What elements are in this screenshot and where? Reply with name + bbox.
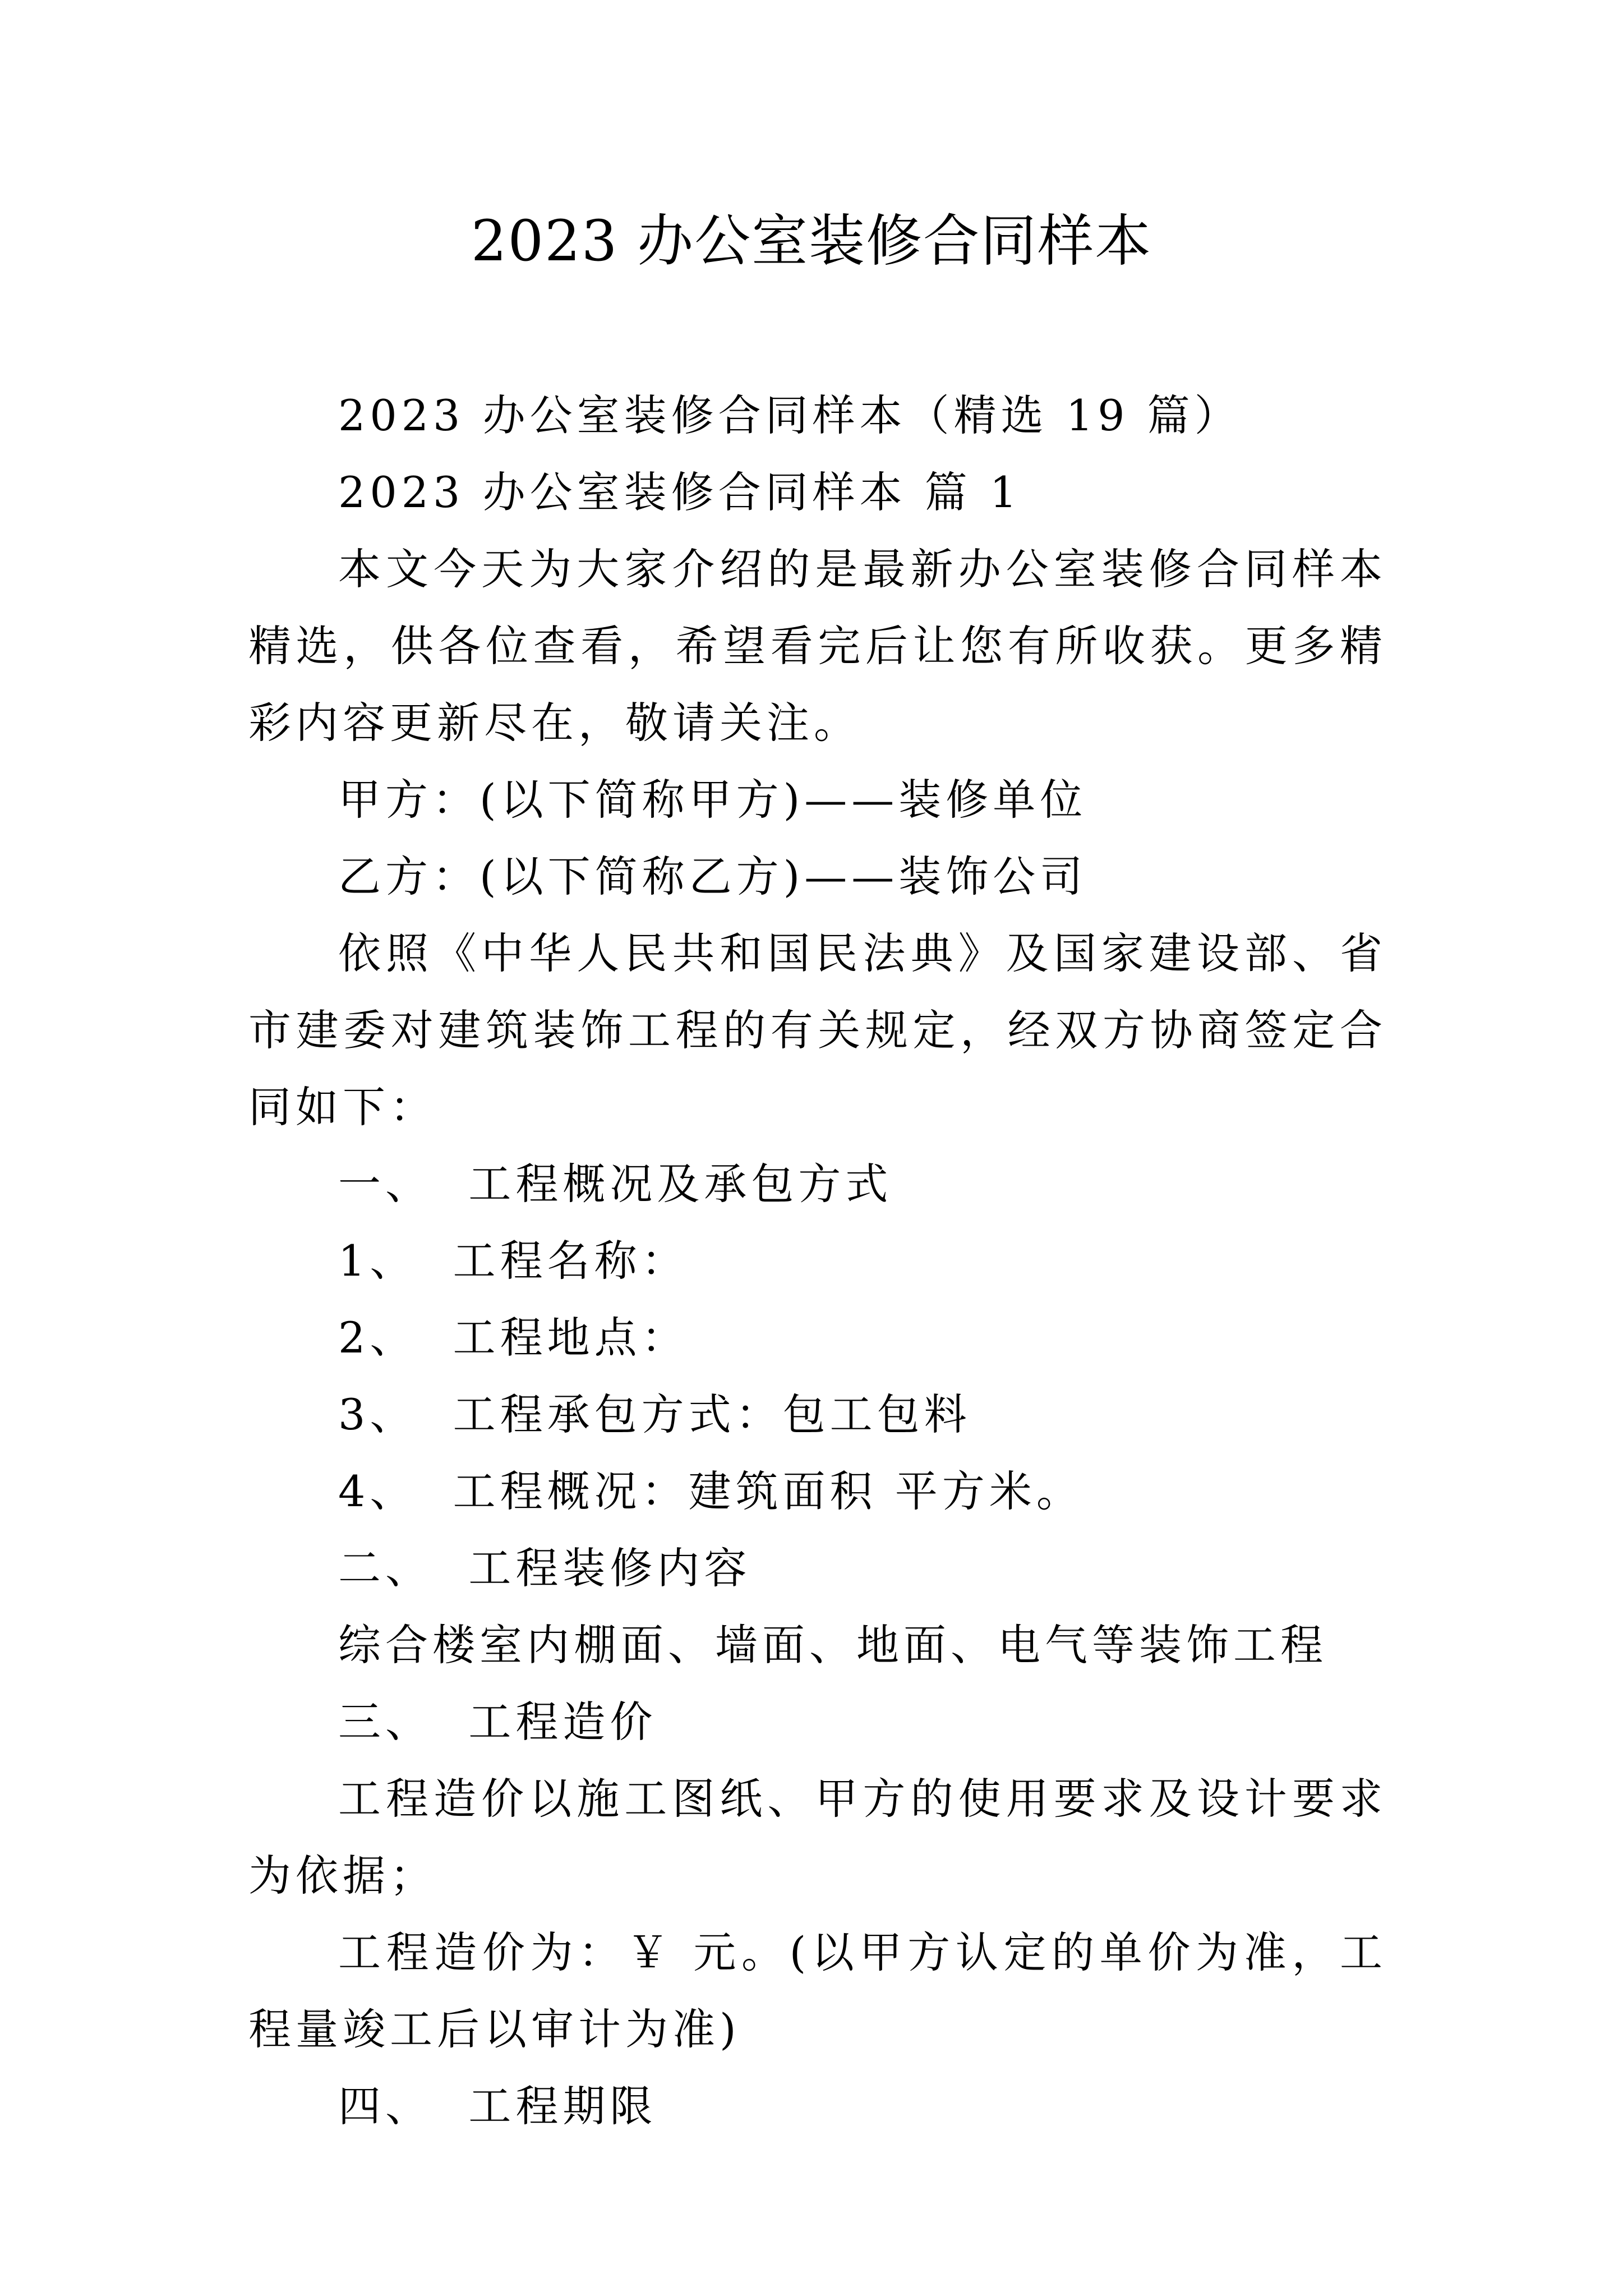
basis-paragraph: 依照《中华人民共和国民法典》及国家建设部、省市建委对建筑装饰工程的有关规定，经双方协商签定合同如下： [248,928,1387,1132]
subtitle-paragraph: 2023 办公室装修合同样本（精选 19 篇） [338,390,1242,440]
party-a-line: 甲方：(以下简称甲方)——装修单位 [338,775,1087,825]
party-b-line: 乙方：(以下简称乙方)——装饰公司 [338,852,1087,901]
clause-heading: 一、 工程概况及承包方式 [338,1159,893,1209]
clause-item: 3、 工程承包方式：包工包料 [338,1389,971,1439]
intro-paragraph: 本文今天为大家介绍的是最新办公室装修合同样本精选，供各位查看，希望看完后让您有所收获。更多精彩内容更新尽在，敬请关注。 [248,544,1387,748]
clause-item: 1、 工程名称： [338,1236,689,1286]
clause-text: 工程造价为：￥ 元。(以甲方认定的单价为准，工程量竣工后以审计为准) [248,1927,1387,2054]
clause-heading: 四、 工程期限 [338,2081,657,2131]
document-title: 2023 办公室装修合同样本 [471,208,1152,274]
clause-text: 工程造价以施工图纸、甲方的使用要求及设计要求为依据； [248,1774,1387,1901]
clause-item: 4、 工程概况：建筑面积 平方米。 [338,1466,1083,1516]
clause-text: 综合楼室内棚面、墙面、地面、电气等装饰工程 [338,1620,1327,1670]
section-heading: 2023 办公室装修合同样本 篇 1 [338,467,1022,517]
clause-heading: 二、 工程装修内容 [338,1543,751,1593]
clause-item: 2、 工程地点： [338,1313,689,1363]
document-body [248,377,1387,2145]
clause-heading: 三、 工程造价 [338,1697,657,1747]
